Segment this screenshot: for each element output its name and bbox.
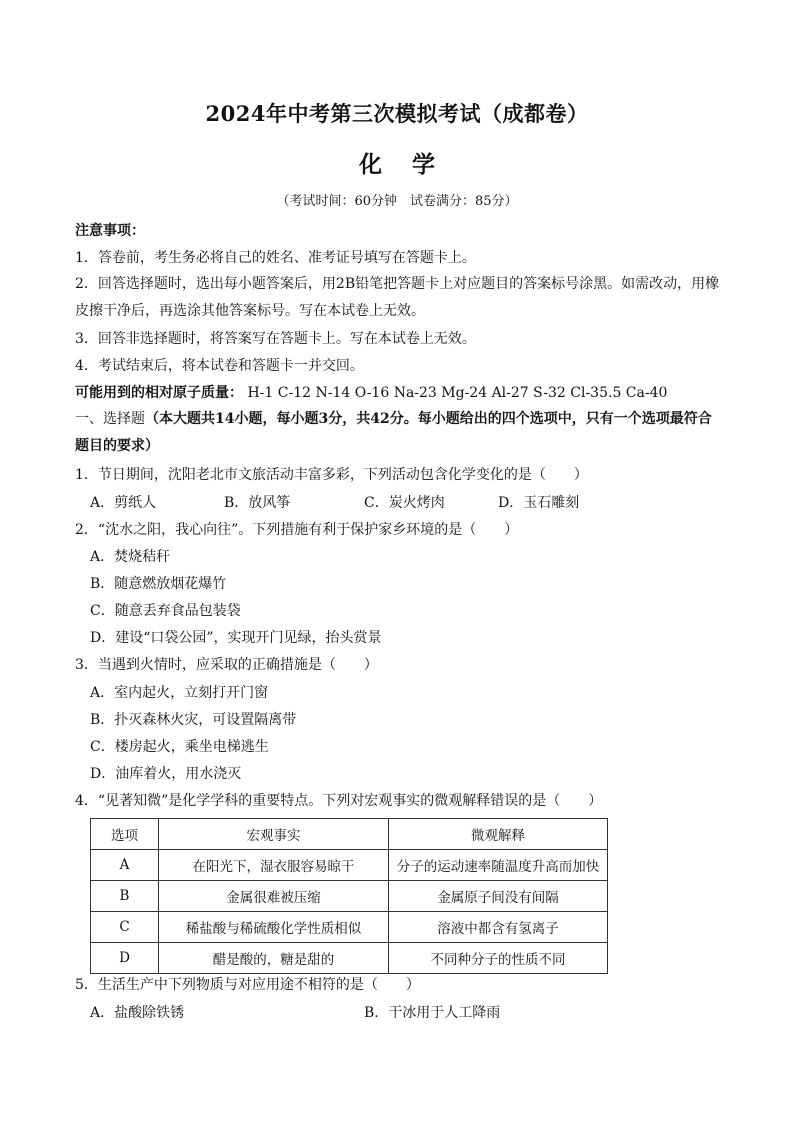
section1-header bbox=[75, 406, 725, 460]
table-row bbox=[91, 912, 608, 943]
table-header-row bbox=[91, 819, 608, 850]
table-header-cell: 选项 bbox=[91, 819, 159, 850]
atomic-mass-label: 可能用到的相对原子质量： bbox=[75, 385, 243, 401]
table-cell: 溶液中都含有氢离子 bbox=[389, 912, 608, 943]
table-cell: 在阳光下，湿衣服容易晾干 bbox=[159, 850, 389, 881]
note-item: 1．答卷前，考生务必将自己的姓名、准考证号填写在答题卡上。 bbox=[75, 250, 476, 266]
table-cell: 金属原子间没有间隔 bbox=[389, 881, 608, 912]
question-2-stem: 2．“沈水之阳，我心向往”。下列措施有利于保护家乡环境的是（ ） bbox=[75, 522, 519, 538]
note-item: 3．回答非选择题时，将答案写在答题卡上。写在本试卷上无效。 bbox=[75, 331, 476, 347]
table-cell: 分子的运动速率随温度升高而加快 bbox=[389, 850, 608, 881]
question-2-option-c: C．随意丢弃食品包装袋 bbox=[90, 603, 241, 619]
question-1-option-a: A．剪纸人 bbox=[90, 495, 157, 511]
question-3-option-c: C．楼房起火，乘坐电梯逃生 bbox=[90, 739, 269, 755]
question-1-option-b: B．放风筝 bbox=[224, 495, 291, 511]
table-header-cell: 宏观事实 bbox=[159, 819, 389, 850]
question-2-option-d: D．建设“口袋公园”，实现开门见绿，抬头赏景 bbox=[90, 630, 382, 646]
question-4-table bbox=[90, 818, 608, 974]
table-cell: A bbox=[91, 850, 159, 881]
question-3-stem: 3．当遇到火情时，应采取的正确措施是（ ） bbox=[75, 657, 378, 673]
note-item: 4．考试结束后，将本试卷和答题卡一并交回。 bbox=[75, 358, 364, 374]
table-row bbox=[91, 881, 608, 912]
table-cell: 不同种分子的性质不同 bbox=[389, 943, 608, 974]
section1-title: 一、选择题 bbox=[75, 411, 145, 427]
notes-heading: 注意事项： bbox=[75, 223, 145, 239]
question-5-stem: 5．生活生产中下列物质与对应用途不相符的是（ ） bbox=[75, 977, 420, 993]
table-cell: 稀盐酸与稀硫酸化学性质相似 bbox=[159, 912, 389, 943]
table-cell: C bbox=[91, 912, 159, 943]
question-4-stem: 4．“见著知微”是化学学科的重要特点。下列对宏观事实的微观解释错误的是（ ） bbox=[75, 793, 603, 809]
question-2-option-b: B．随意燃放烟花爆竹 bbox=[90, 576, 227, 592]
table-cell: 醋是酸的，糖是甜的 bbox=[159, 943, 389, 974]
table-cell: D bbox=[91, 943, 159, 974]
question-1-option-d: D．玉石雕刻 bbox=[498, 495, 580, 511]
atomic-mass-values: H-1 C-12 N-14 O-16 Na-23 Mg-24 Al-27 S-32 Cl-35.5 Ca-40 bbox=[247, 385, 668, 401]
question-3-option-d: D．油库着火，用水浇灭 bbox=[90, 766, 242, 782]
atomic-mass-line bbox=[75, 384, 667, 402]
subject-title: 化学 bbox=[359, 151, 465, 178]
note-item: 2．回答选择题时，选出每小题答案后，用2B铅笔把答题卡上对应题目的答案标号涂黑。如需改动，用橡皮擦干净后，再选涂其他答案标号。写在本试卷上无效。 bbox=[75, 276, 720, 319]
table-cell: 金属很难被压缩 bbox=[159, 881, 389, 912]
question-2-option-a: A．焚烧秸秆 bbox=[90, 549, 171, 565]
table-header-cell: 微观解释 bbox=[389, 819, 608, 850]
exam-info: （考试时间：60分钟 试卷满分：85分） bbox=[276, 194, 518, 209]
table-row bbox=[91, 943, 608, 974]
section1-desc: （本大题共14小题，每小题3分，共42分。每小题给出的四个选项中，只有一个选项最符合题目的要求） bbox=[75, 411, 712, 454]
question-3-option-a: A．室内起火，立刻打开门窗 bbox=[90, 685, 269, 701]
table-cell: B bbox=[91, 881, 159, 912]
question-5-option-b: B．干冰用于人工降雨 bbox=[364, 1005, 501, 1021]
question-1-stem: 1．节日期间，沈阳老北市文旅活动丰富多彩，下列活动包含化学变化的是（ ） bbox=[75, 467, 588, 483]
question-3-option-b: B．扑灭森林火灾，可设置隔离带 bbox=[90, 712, 297, 728]
exam-title: 2024年中考第三次模拟考试（成都卷） bbox=[205, 101, 589, 126]
question-5-option-a: A．盐酸除铁锈 bbox=[90, 1005, 185, 1021]
table-row bbox=[91, 850, 608, 881]
question-1-option-c: C．炭火烤肉 bbox=[364, 495, 445, 511]
